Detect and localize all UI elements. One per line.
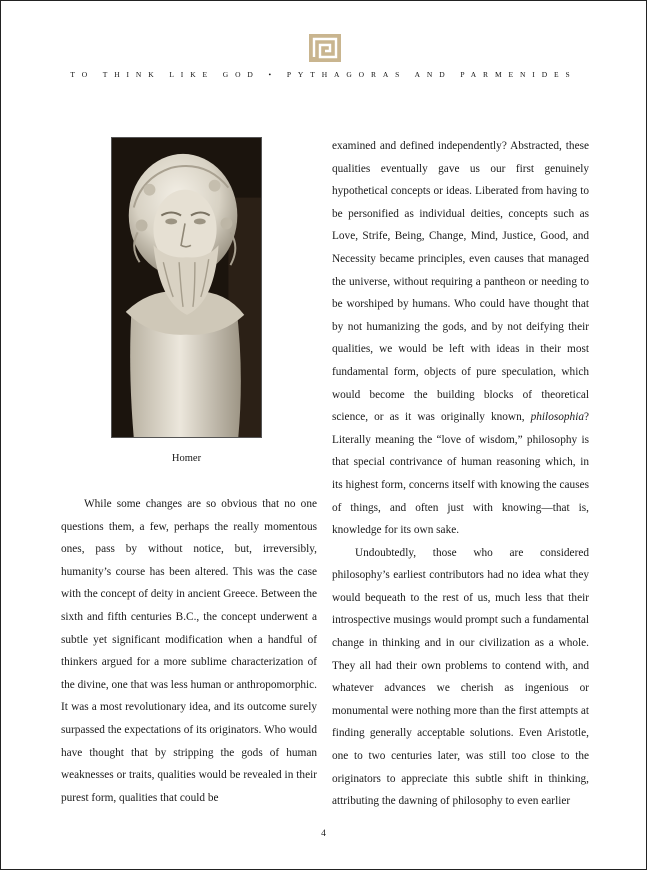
body-paragraph-continued xyxy=(332,135,589,542)
greek-key-logo-icon xyxy=(309,34,341,62)
homer-bust-photo xyxy=(111,137,262,438)
text-run: ? Literally meaning the “love of wisdom,” philosophy is that special contrivance of human reasoning which, in its highest form, concerns itself with knowing the causes of things, and often just with knowing—that is, knowledge for its own sake. xyxy=(332,411,589,537)
page-number: 4 xyxy=(321,829,326,839)
running-head xyxy=(1,70,646,79)
italic-term-philosophia: philosophia xyxy=(530,411,584,424)
body-paragraph: While some changes are so obvious that no one questions them, a few, perhaps the really momentous ones, pass by without notice, but, irreversibly, humanity’s course has been altered. This was the case with the concept of deity in ancient Greece. Between the sixth and fifth centuries B.C., the concept underwent a subtle yet significant modification when a handful of thinkers argued for a more sublime characterization of the divine, one that was less human or anthropomorphic. It was a most revolutionary idea, and its outcome surely surpassed the expectations of its originators. Who would have thought that by stripping the gods of human weaknesses or traits, qualities would be revealed in their purest form, qualities that could be xyxy=(61,498,318,804)
figure-caption: Homer xyxy=(171,453,202,464)
right-column xyxy=(332,135,589,813)
left-column xyxy=(61,493,317,809)
running-head-chapter-title: PYTHAGORAS AND PARMENIDES xyxy=(286,70,577,79)
running-head-book-title: TO THINK LIKE GOD xyxy=(70,70,260,79)
text-run: examined and defined independently? Abstracted, these qualities eventually gave us our first genuinely hypothetical concepts or ideas. Liberated from having to be personified as individual deities, concepts such as Love, Strife, Being, Change, Mind, Justice, Good, and Necessity became principles, even causes that managed the universe, without requiring a pantheon or needing to be worshiped by humans. Who could have thought that by not humanizing the gods, and by not deifying their qualities, we would be left with ideas in their most fundamental form, objects of pure speculation, which would become the building blocks of theoretical science, or as it was originally known, xyxy=(332,140,589,424)
body-paragraph: Undoubtedly, those who are considered philosophy’s earliest contributors had no idea what they would bequeath to the rest of us, much less that their introspective musings would prompt such a fundamental change in thinking and in our civilization as a whole. They all had their own problems to contend with, and whatever advances we cherish as ingenious or monumental were nothing more than the first attempts at finding generally acceptable solutions. Even Aristotle, one to two centuries later, was still too close to the originators to appreciate this subtle shift in thinking, attributing the dawning of philosophy to even earlier xyxy=(332,546,589,808)
running-head-separator: • xyxy=(268,70,279,79)
